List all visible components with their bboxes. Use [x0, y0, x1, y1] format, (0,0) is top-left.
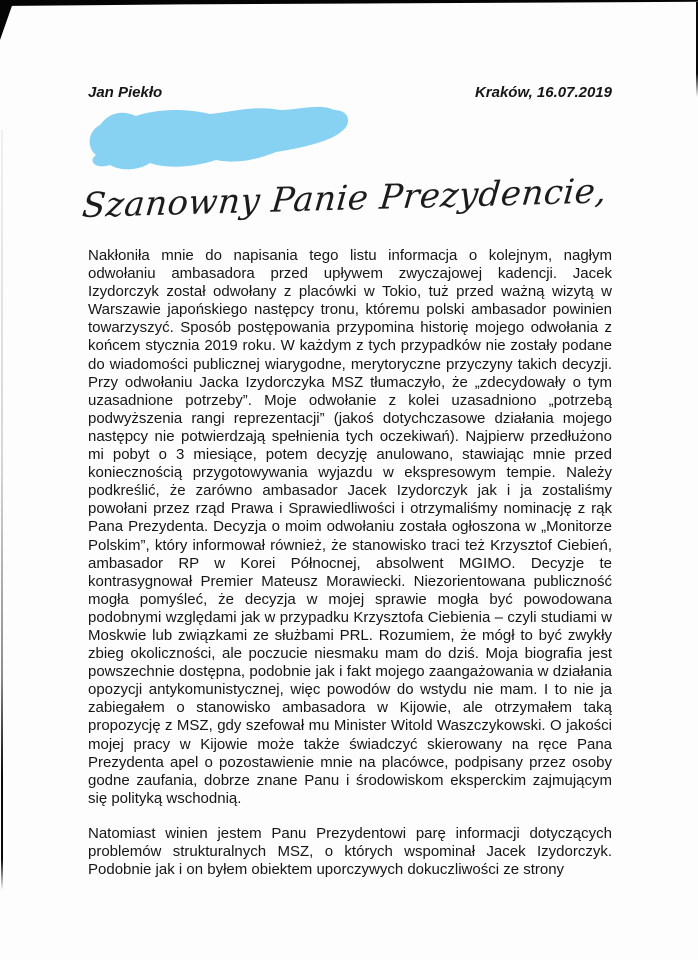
blue-marker-redaction — [84, 103, 356, 173]
letter-body — [88, 247, 612, 896]
author-name: Jan Piekło — [88, 84, 163, 101]
paragraph-2: Natomiast winien jestem Panu Prezydentowi parę informacji dotyczących problemów strukturalnych MSZ, o których wspominał Jacek Izydorczyk. Podobnie jak i on byłem obiektem uporczywych dokuczliwości ze strony — [88, 824, 612, 879]
scan-artifact-top-left-corner — [0, 0, 14, 40]
paragraph-1: Nakłoniła mnie do napisania tego listu informacja o kolejnym, nagłym odwołaniu ambasadora przed upływem zwyczajowej kadencji. Jacek Izydorczyk został odwołany z placówki w Tokio, tuż przed ważną wizytą w Warszawie japońskiego następcy tronu, któremu polski ambasador powinien towarzyszyć. Sposób postępowania przypomina historię mojego odwołania z końcem stycznia 2019 roku. W każdym z tych przypadków nie zostały podane do wiadomości publicznej wiarygodne, merytoryczne przyczyny takich decyzji. Przy odwołaniu Jacka Izydorczyka MSZ tłumaczyło, że „zdecydowały o tym uzasadnione potrzeby”. Moje odwołanie z kolei uzasadniono „potrzebą podwyższenia rangi reprezentacji” (jakoś dotychczasowe działania mojego następcy nie potwierdzają spełnienia tych oczekiwań). Najpierw przedłużono mi pobyt o 3 miesiące, potem decyzję anulowano, stawiając mnie przed koniecznością przygotowywania wyjazdu w ekspresowym tempie. Należy podkreślić, że zarówno ambasador Jacek Izydorczyk jak i ja zostaliśmy powołani przez rząd Prawa i Sprawiedliwości i otrzymaliśmy nominację z rąk Pana Prezydenta. Decyzja o moim odwołaniu została ogłoszona w „Monitorze Polskim”, który informował również, że stanowisko traci też Krzysztof Ciebień, ambasador RP w Korei Północnej, absolwent MGIMO. Decyzje te kontrasygnował Premier Mateusz Morawiecki. Niezorientowana publiczność mogła pomyśleć, że decyzja w mojej sprawie mogła być powodowana podobnymi względami jak w przypadku Krzysztofa Ciebienia – czyli studiami w Moskwie lub związkami ze służbami PRL. Rozumiem, że mógł to być zwykły zbieg okoliczności, ale poczucie niesmaku mam do dziś. Moja biografia jest powszechnie dostępna, podobnie jak i fakt mojego zaangażowania w działania opozycji antykomunistycznej, więc powodów do wstydu nie mam. I to nie ja zabiegałem o stanowisko ambasadora w Kijowie, ale otrzymałem taką propozycję z MSZ, gdy szefował mu Minister Witold Waszczykowski. O jakości mojej pracy w Kijowie może także świadczyć skierowany na ręce Pana Prezydenta apel o pozostawienie mnie na placówce, podpisany przez osoby godne zaufania, dobrze znane Panu i środowiskom eksperckim zajmującym się polityką wschodnią. — [88, 247, 612, 807]
place-and-date: Kraków, 16.07.2019 — [474, 84, 612, 101]
letter-header — [88, 84, 612, 102]
handwritten-salutation: Szanowny Panie Prezydencie, — [80, 171, 609, 227]
scan-artifact-top-edge — [0, 0, 698, 6]
redaction-blob-shape — [90, 107, 349, 169]
scan-artifact-left-edge — [1, 130, 3, 890]
